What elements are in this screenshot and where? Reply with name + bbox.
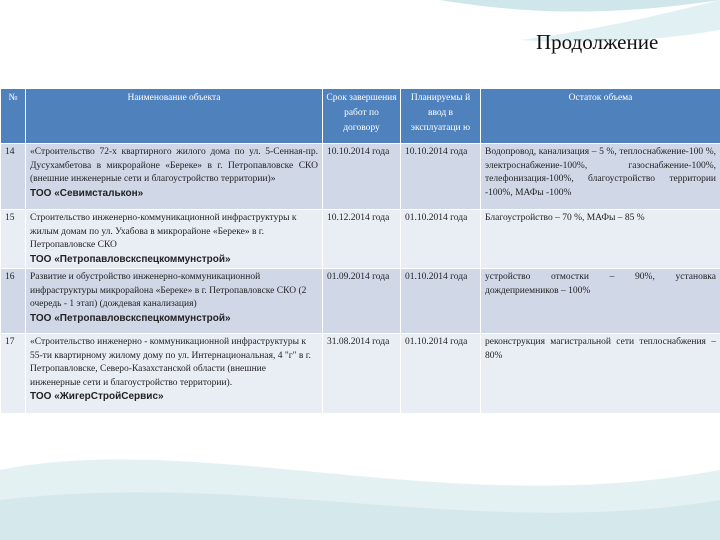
commissioning: 01.10.2014 года (401, 269, 481, 334)
deadline: 31.08.2014 года (323, 334, 401, 414)
row-number: 16 (1, 269, 26, 334)
commissioning: 01.10.2014 года (401, 334, 481, 414)
contractor: ТОО «Севимсталькон» (30, 187, 144, 199)
table-row (1, 210, 720, 269)
slide-title: Продолжение (536, 30, 659, 54)
contractor: ТОО «Петропавловскспецкоммунстрой» (30, 253, 231, 265)
remaining: Водопровод, канализация – 5 %, теплоснабжение-100 %, электроснабжение-100%, газоснабжение-100%, телефонизация-100%, благоустройство территории -100%, МАФы -100% (481, 144, 720, 210)
table-row (1, 269, 720, 334)
contractor: ТОО «ЖигерСтройСервис» (30, 391, 164, 402)
deadline: 10.12.2014 года (323, 210, 401, 269)
header-number: № (1, 89, 26, 144)
object-name (26, 269, 323, 334)
object-description: Строительство инженерно-коммуникационной инфраструктуры к жилым домам по ул. Ухабова в микрорайоне «Береке» в г. Петропавловске СКО (30, 213, 297, 250)
commissioning: 01.10.2014 года (401, 210, 481, 269)
commissioning: 10.10.2014 года (401, 144, 481, 210)
object-description: Развитие и обустройство инженерно-коммуникационной инфраструктуры микрорайона «Береке» в г. Петропавловске СКО (2 очередь - 1 этап) (дождевая канализация) (30, 272, 307, 309)
header-name: Наименование объекта (26, 89, 323, 144)
object-description: «Строительство инженерно - коммуникационной инфраструктуры к 55-ти квартирному жилому дому по ул. Интернациональная, 4 "г" в г. Петропавловске, Северо-Казахстанской области (внешние инженерные сети и благоустройство территории). (30, 337, 311, 388)
row-number: 15 (1, 210, 26, 269)
row-number: 14 (1, 144, 26, 210)
remaining: Благоустройство – 70 %, МАФы – 85 % (481, 210, 720, 269)
table-row (1, 144, 720, 210)
object-name (26, 210, 323, 269)
remaining: устройство отмостки – 90%, установка дождеприемников – 100% (481, 269, 720, 334)
table-row (1, 334, 720, 414)
deadline: 10.10.2014 года (323, 144, 401, 210)
objects-table (0, 88, 720, 414)
deadline: 01.09.2014 года (323, 269, 401, 334)
remaining: реконструкция магистральной сети теплоснабжения – 80% (481, 334, 720, 414)
header-deadline: Срок завершения работ по договору (323, 89, 401, 144)
header-remaining: Остаток объема (481, 89, 720, 144)
header-commissioning: Планируемы й ввод в эксплуатаци ю (401, 89, 481, 144)
contractor: ТОО «Петропавловскспецкоммунстрой» (30, 312, 231, 324)
object-name (26, 334, 323, 414)
object-name (26, 144, 323, 210)
row-number: 17 (1, 334, 26, 414)
table-header (1, 89, 720, 144)
object-description: «Строительство 72-х квартирного жилого дома по ул. 5-Сенная-пр. Дусухамбетова в микрорайоне «Береке» в г. Петропавловске СКО (внешние инженерные сети и благоустройство территории)» (30, 147, 318, 184)
